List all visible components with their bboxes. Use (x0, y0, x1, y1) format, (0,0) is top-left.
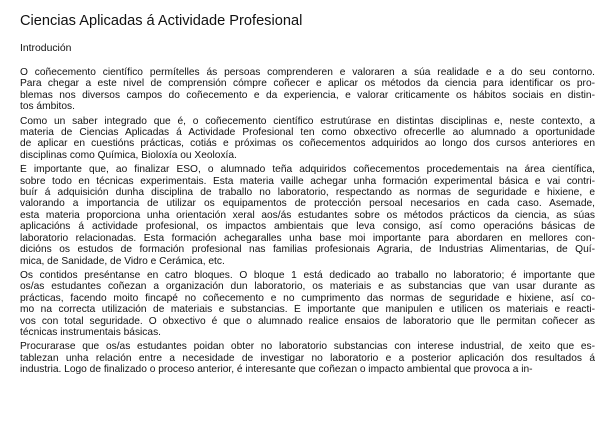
text-line: O coñecemento científico permítelles ás persoas comprenderen e valoraren a súa realidade e a do seu contorno. (20, 67, 595, 78)
paragraph (20, 116, 595, 162)
paragraph (20, 270, 595, 338)
paragraph (20, 67, 595, 113)
text-line: mo na correcta utilización de materiais e substancias. É importante que manipulen e utilicen os materiais e reacti- (20, 304, 595, 316)
text-line: materia de Ciencias Aplicadas á Actividade Profesional ten como obxectivo ofrecerlle ao alumnado a oportunidade (20, 127, 595, 139)
section-heading-introduction: Introdución (20, 43, 72, 54)
text-line: valorando a importancia de utilizar os equipamentos de protección persoal necesarios en cada caso. Asemade, (20, 198, 595, 210)
text-line: tos ámbitos. (20, 101, 75, 113)
text-line: prácticas, facendo moito fincapé no coñecemento e no cumprimento das normas de seguridade e hixiene, así co- (20, 292, 595, 304)
text-line: vos con total seguridade. O obxectivo é que o alumnado realice ensaios de laboratorio que lle permitan coñecer as (20, 315, 595, 327)
text-line: Procurarase que os/as estudantes poidan obter no laboratorio substancias con interese industrial, de xeito que es- (20, 341, 595, 353)
text-line: os/as estudantes coñezan a organización dun laboratorio, os materiais e as substancias que van usar durante as (20, 281, 595, 293)
text-line: de aplicar en cuestións prácticas, cotiás e próximas os coñecementos adquiridos ao longo dos cursos anteriores en (20, 138, 595, 150)
text-line: buír á adquisición dunha disciplina de traballo no laboratorio, respectando as normas de seguridade e hixiene, e (20, 187, 595, 199)
text-line: Como un saber integrado que é, o coñecemento científico estrutúrase en distintas disciplinas e, neste contexto, a (20, 115, 595, 127)
text-line: blemas nos diversos campos do coñecemento e da experiencia, e valorar criticamente os hábitos sociais en distin- (20, 89, 595, 101)
paragraph (20, 341, 595, 375)
text-line: É importante que, ao finalizar ESO, o alumnado teña adquiridos coñecementos procedementais na área científica, (20, 164, 595, 176)
text-line: técnicas instrumentais básicas. (20, 326, 161, 338)
text-line: Para chegar a este nivel de comprensión cómpre coñecer e aplicar os métodos da ciencia para identificar os pro- (20, 78, 595, 90)
paragraph (20, 164, 595, 267)
text-line: mica, de Sanidade, de Vidro e Cerámica, etc. (20, 255, 225, 267)
text-line: disciplinas como Química, Bioloxía ou Xeoloxía. (20, 149, 237, 161)
text-line: Os contidos preséntanse en catro bloques. O bloque 1 está dedicado ao traballo no laboratorio; é importante que (20, 269, 595, 281)
text-line: laboratorio relacionadas. Esta formación achegaralles unha base moi importante para abordaren en mellores con- (20, 232, 595, 244)
text-line: tablezan unha relación entre a necesidade de investigar no laboratorio e a posterior aplicación dos resultados á (20, 352, 595, 364)
text-line: dicións os estudos de formación profesional nas familias profesionais Agraria, de Industrias Alimentarias, de Quí- (20, 244, 595, 256)
text-line: aplicacións á actividade profesional, os impactos ambientais que leva consigo, así como operacións básicas de (20, 221, 595, 233)
text-line: industria. Logo de finalizado o proceso anterior, é interesante que coñezan o impacto ambiental que provoca a in- (20, 364, 533, 376)
document-body (20, 67, 595, 376)
text-line: esta materia proporciona unha orientación xeral aos/ás estudantes sobre os métodos prácticos da ciencia, as súas (20, 209, 595, 221)
text-line: sobre todo en técnicas experimentais. Esta materia vaille achegar unha formación experimental básica e vai contri- (20, 175, 595, 187)
document-title: Ciencias Aplicadas á Actividade Profesional (20, 13, 303, 29)
